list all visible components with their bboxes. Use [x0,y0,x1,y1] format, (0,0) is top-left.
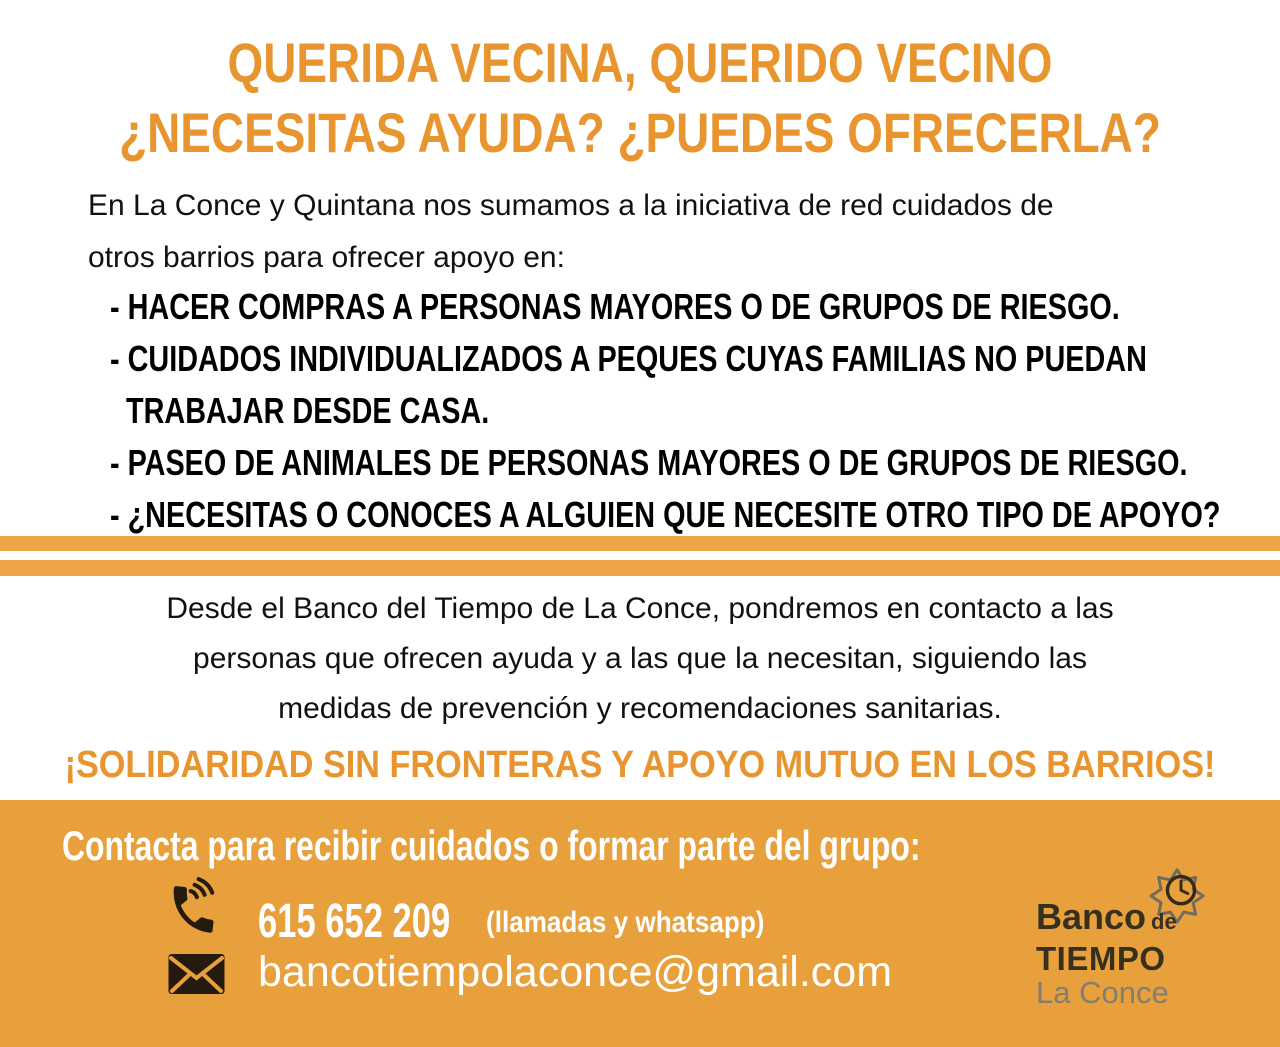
paragraph-line: Desde el Banco del Tiempo de La Conce, pondremos en contacto a las [166,592,1114,625]
divider-stripe-bottom [0,560,1280,576]
email-address[interactable]: bancotiempolaconce@gmail.com [258,948,893,996]
bullet-item: - HACER COMPRAS A PERSONAS MAYORES O DE GRUPOS DE RIESGO. [110,286,1120,327]
title-line-2: ¿NECESITAS AYUDA? ¿PUEDES OFRECERLA? [119,101,1161,164]
intro-line: En La Conce y Quintana nos sumamos a la iniciativa de red cuidados de [88,189,1054,222]
intro-line: otros barrios para ofrecer apoyo en: [88,241,565,274]
bullet-item: - CUIDADOS INDIVIDUALIZADOS A PEQUES CUYAS FAMILIAS NO PUEDAN [110,338,1147,379]
title-line-1: QUERIDA VECINA, QUERIDO VECINO [227,31,1053,94]
bullet-item: - PASEO DE ANIMALES DE PERSONAS MAYORES O DE GRUPOS DE RIESGO. [110,442,1188,483]
bullet-item-continuation: TRABAJAR DESDE CASA. [126,390,490,431]
logo-line-banco [1036,896,1177,942]
paragraph-line: medidas de prevención y recomendaciones sanitarias. [278,692,1002,725]
bullet-item: - ¿NECESITAS O CONOCES A ALGUIEN QUE NECESITE OTRO TIPO DE APOYO? [110,494,1221,535]
banco-de-tiempo-logo [1036,896,1177,1010]
support-bullet-list [110,284,1220,544]
intro-paragraph [88,180,1054,284]
contact-heading: Contacta para recibir cuidados o formar parte del grupo: [62,822,921,869]
phone-note: (llamadas y whatsapp) [486,906,765,939]
paragraph-line: personas que ofrecen ayuda y a las que la necesitan, siguiendo las [193,642,1087,675]
logo-word-tiempo: TIEMPO [1036,940,1166,977]
logo-word-de: de [1151,909,1177,934]
coordination-paragraph [0,584,1280,734]
phone-number[interactable]: 615 652 209 [258,895,451,948]
phone-ringing-icon [160,876,222,940]
envelope-icon [167,952,226,996]
logo-word-banco: Banco [1036,896,1147,937]
divider-stripe-top [0,536,1280,551]
logo-word-laconce: La Conce [1036,975,1169,1010]
solidarity-slogan: ¡SOLIDARIDAD SIN FRONTERAS Y APOYO MUTUO EN LOS BARRIOS! [64,744,1216,786]
